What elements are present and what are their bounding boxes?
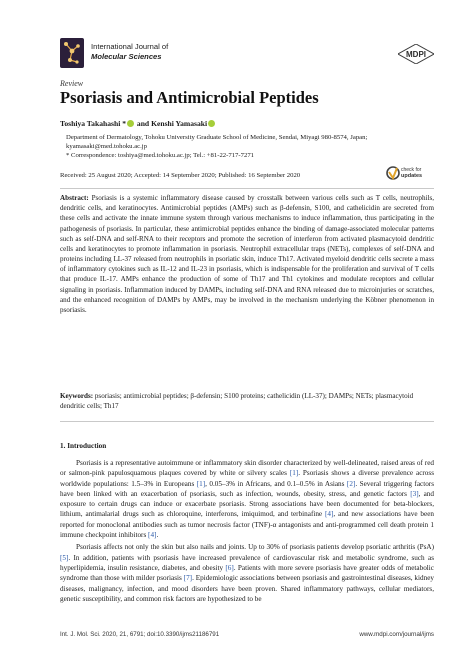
- citation-link[interactable]: [4]: [148, 531, 157, 540]
- citation-link[interactable]: [2]: [346, 479, 356, 488]
- correspondence: * Correspondence: toshiya@med.tohoku.ac.jp; Tel.: +81-22-717-7271: [66, 152, 255, 159]
- citation-link[interactable]: [1]: [196, 479, 206, 488]
- keywords: [60, 391, 434, 411]
- keywords-text: psoriasis; antimicrobial peptides; β-defensin; S100 proteins; cathelicidin (LL-37); DAMPs; NETs; plasmacytoid dendritic cells; Th17: [60, 392, 414, 411]
- footer-journal-url[interactable]: www.mdpi.com/journal/ijms: [359, 631, 434, 638]
- abstract: [60, 193, 434, 315]
- footer-citation: Int. J. Mol. Sci. 2020, 21, 6791; doi:10.3390/ijms21186791: [60, 631, 220, 638]
- text-run: . Epidemiologic associations between psoriasis and gastrointestinal diseases, kidney diseases, malignancy, infection, and mood disorders have been proven. Shared inflammatory pathways, cellular mediators, genetic susceptibility, and common risk factors are hypothesized to be: [60, 574, 434, 603]
- orcid-icon[interactable]: [127, 120, 134, 127]
- citation-link[interactable]: [4]: [325, 510, 334, 519]
- journal-name-line2: Molecular Sciences: [91, 51, 162, 61]
- text-run: Psoriasis is a representative autoimmune or inflammatory skin disorder characterized by well-delineated, raised areas of red or salmon-pink papulosquamous plaques covered by white or silvery scales: [60, 459, 434, 478]
- mdpi-logo-icon: [398, 44, 434, 64]
- check-for-updates-line1: check for: [401, 167, 422, 173]
- text-run: . Several triggering factors have been linked with an exacerbation of psoriasis, such as infection, wounds, obesity, stress, and genetic factors: [60, 479, 434, 498]
- introduction-body: [60, 458, 434, 604]
- citation-link[interactable]: [6]: [225, 563, 234, 572]
- keywords-label: Keywords:: [60, 392, 94, 400]
- check-for-updates-icon: [386, 165, 400, 183]
- text-run: . Patients with more severe psoriasis have greater odds of metabolic syndrome than those with milder psoriasis: [60, 563, 434, 583]
- journal-name: [91, 42, 168, 61]
- journal-logo-icon: [60, 38, 84, 68]
- text-run: . Psoriasis shows a diverse prevalence across worldwide populations: 1.5–3% in Europeans: [60, 469, 434, 488]
- citation-link[interactable]: [5]: [60, 553, 69, 562]
- citation-link[interactable]: [7]: [183, 574, 193, 583]
- text-run: .: [156, 531, 159, 540]
- affiliation: Department of Dermatology, Tohoku University Graduate School of Medicine, Sendai, Miyagi 980-8574, Japan; kyamasaki@med.tohoku.ac.jp: [66, 134, 368, 151]
- check-for-updates-text: [401, 168, 422, 179]
- journal-name-line1: International Journal of: [91, 42, 169, 51]
- abstract-text: Psoriasis is a systemic inflammatory disease caused by crosstalk between various cells such as T cells, neutrophils, dendritic cells, and keratinocytes. Antimicrobial peptides (AMPs) such as β-defensin, S100, and cathelicidin are secreted from these cells and activate the innate immune system through various mechanisms to induce inflammation, thus participating in the pathogenesis of psoriasis. In particular, these antimicrobial peptides enhance the binding of damage-associated molecular patterns such as self-DNA and self-RNA to their receptors and promote the secretion of interferon from activated plasmacytoid dendritic cells and keratinocytes to promote inflammation in psoriasis. Neutrophil extracellular traps (NETs), complexes of self-DNA and proteins including LL-37 released from neutrophils in psoriatic skin, induce Th17. Activated myeloid dendritic cells secrete a mass of inflammatory cytokines such as IL-12 and IL-23 in psoriasis, which is indispensable for the proliferation and survival of T cells that produce IL-17. AMPs enhance the production of some of Th17 and Th1 cytokines and modulate receptors and cellular signaling in psoriasis. Inflammation induced by DAMPs, including self-DNA and RNA released due to microinjuries or scratches, and the enhanced recognition of DAMPs by AMPs, may be involved in the mechanism underlying the Köbner phenomenon in psoriasis.: [60, 194, 434, 314]
- journal-header: [60, 38, 434, 78]
- author-list: [60, 119, 216, 128]
- intro-paragraph-1: [60, 458, 434, 540]
- citation-link[interactable]: [1]: [289, 469, 299, 478]
- author-conjunction: and: [135, 119, 152, 128]
- abstract-top-rule: [60, 188, 434, 189]
- article-title: Psoriasis and Antimicrobial Peptides: [60, 88, 319, 107]
- text-run: . In addition, patients with psoriasis have increased prevalence of cardiovascular risk and metabolic syndrome, such as hyperlipidemia, insulin resistance, diabetes, and obesity: [60, 553, 434, 572]
- section-heading: 1. Introduction: [60, 442, 107, 450]
- intro-paragraph-2: [60, 542, 434, 604]
- publisher-logo-text: MDPI: [406, 50, 426, 59]
- text-run: Psoriasis affects not only the skin but also nails and joints. Up to 30% of psoriasis patients develop psoriatic arthritis (PsA): [76, 543, 434, 552]
- check-for-updates-badge[interactable]: [386, 164, 426, 186]
- publication-dates: Received: 25 August 2020; Accepted: 14 September 2020; Published: 16 September 2020: [60, 172, 301, 179]
- article-type: Review: [60, 79, 84, 88]
- author-1[interactable]: Toshiya Takahashi: [60, 119, 121, 128]
- corresponding-mark: *: [120, 119, 127, 128]
- check-for-updates-line2: updates: [401, 172, 423, 179]
- keywords-bottom-rule: [60, 421, 434, 422]
- orcid-icon[interactable]: [208, 120, 215, 127]
- text-run: , and new associations have been reported for monoclonal antibodies such as tumor necrosis factor (TNF)-α antagonists and anti-programmed cell death protein 1 immune checkpoint inhibitors: [60, 510, 434, 540]
- citation-link[interactable]: [3]: [410, 489, 419, 498]
- abstract-label: Abstract:: [60, 194, 89, 202]
- author-2[interactable]: Kenshi Yamasaki: [151, 119, 208, 128]
- text-run: , 0.05–3% in Africans, and 0.1–0.5% in Asians: [205, 479, 347, 488]
- text-run: , and exposure to certain drugs can induce or exacerbate psoriasis. Strong associations have been documented for beta-blockers, lithium, antimalarial drugs such as chloroquine, interferons, imiquimod, and terbinafine: [60, 489, 434, 519]
